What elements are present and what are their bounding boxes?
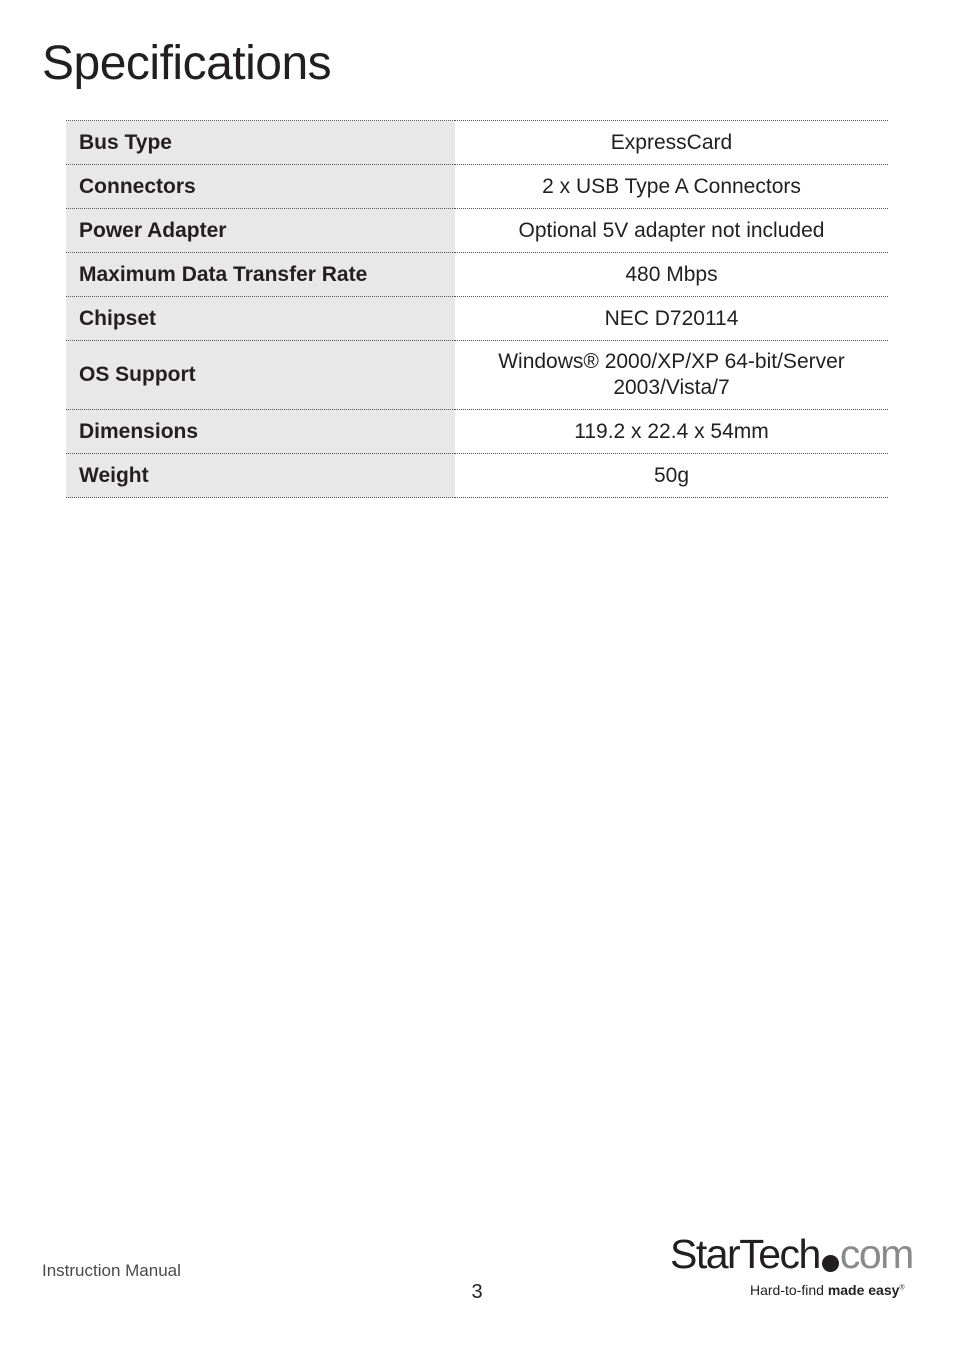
logo-dot-icon xyxy=(822,1255,839,1272)
spec-value: NEC D720114 xyxy=(455,297,888,341)
table-row xyxy=(66,253,888,297)
table-row xyxy=(66,297,888,341)
spec-value: Windows® 2000/XP/XP 64-bit/Server 2003/Vista/7 xyxy=(455,341,888,410)
table-row xyxy=(66,209,888,253)
spec-label: Dimensions xyxy=(66,410,455,454)
spec-value: 480 Mbps xyxy=(455,253,888,297)
spec-label: Power Adapter xyxy=(66,209,455,253)
table-row xyxy=(66,121,888,165)
table-row xyxy=(66,165,888,209)
spec-label: OS Support xyxy=(66,341,455,410)
spec-value: Optional 5V adapter not included xyxy=(455,209,888,253)
spec-value: 119.2 x 22.4 x 54mm xyxy=(455,410,888,454)
spec-label: Weight xyxy=(66,454,455,498)
page-number: 3 xyxy=(471,1281,483,1303)
spec-label: Chipset xyxy=(66,297,455,341)
specifications-table xyxy=(66,120,888,498)
tagline-registered-mark: ® xyxy=(899,1284,905,1292)
spec-value: ExpressCard xyxy=(455,121,888,165)
logo-tagline xyxy=(750,1282,905,1298)
footer-document-title: Instruction Manual xyxy=(42,1261,181,1280)
logo-brand-main: StarTech xyxy=(670,1231,820,1277)
logo-brand-suffix: com xyxy=(839,1231,913,1277)
startech-logo xyxy=(670,1230,913,1302)
spec-value: 50g xyxy=(455,454,888,498)
tagline-regular: Hard-to-find xyxy=(750,1282,824,1298)
table-row xyxy=(66,341,888,410)
table-row xyxy=(66,454,888,498)
page-title: Specifications xyxy=(42,37,332,90)
tagline-bold: made easy xyxy=(827,1282,900,1298)
spec-value: 2 x USB Type A Connectors xyxy=(455,165,888,209)
spec-label: Maximum Data Transfer Rate xyxy=(66,253,455,297)
logo-wordmark xyxy=(670,1230,913,1278)
spec-label: Connectors xyxy=(66,165,455,209)
spec-label: Bus Type xyxy=(66,121,455,165)
table-row xyxy=(66,410,888,454)
